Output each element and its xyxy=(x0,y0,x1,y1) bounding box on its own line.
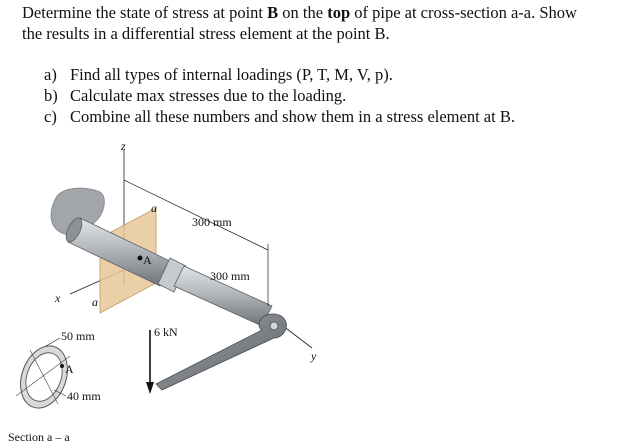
force-label: 6 kN xyxy=(154,325,178,339)
section-caption: Section a – a xyxy=(8,430,70,444)
section-mark-bottom: a xyxy=(92,295,98,309)
top-word: top xyxy=(327,3,351,22)
task-label: b) xyxy=(44,86,58,105)
task-text: Calculate max stresses due to the loading. xyxy=(70,86,347,105)
x-axis-label: x xyxy=(55,291,61,305)
task-text: Combine all these numbers and show them in a stress element at B. xyxy=(70,107,515,126)
z-axis-label: z xyxy=(121,139,126,153)
section-mark-top: a xyxy=(151,201,157,215)
task-text: Find all types of internal loadings (P, T, M, V, p). xyxy=(70,65,393,84)
line1-mid: on the xyxy=(278,3,328,22)
section-point-a xyxy=(60,364,64,368)
task-label: c) xyxy=(44,107,57,126)
force-arrowhead xyxy=(146,382,154,394)
problem-line-2: the results in a differential stress element at the point B. xyxy=(22,24,390,43)
point-a-marker xyxy=(138,256,143,261)
line1-pre: Determine the state of stress at point xyxy=(22,3,268,22)
section-point-a-label: A xyxy=(65,362,74,376)
point-b: B xyxy=(267,3,279,22)
y-axis-label: y xyxy=(311,349,317,363)
outer-dim-label: 50 mm xyxy=(61,329,95,343)
lever-pin xyxy=(270,322,278,330)
inner-dim-label: 40 mm xyxy=(67,389,101,403)
line1-post: of pipe at cross-section a-a. Show xyxy=(350,3,577,22)
dim-300-right: 300 mm xyxy=(210,269,250,283)
outer-dim-leader xyxy=(46,338,60,346)
cross-section xyxy=(12,338,75,415)
task-label: a) xyxy=(44,65,57,84)
dim-300-top: 300 mm xyxy=(192,215,232,229)
point-a-label: A xyxy=(143,253,152,267)
